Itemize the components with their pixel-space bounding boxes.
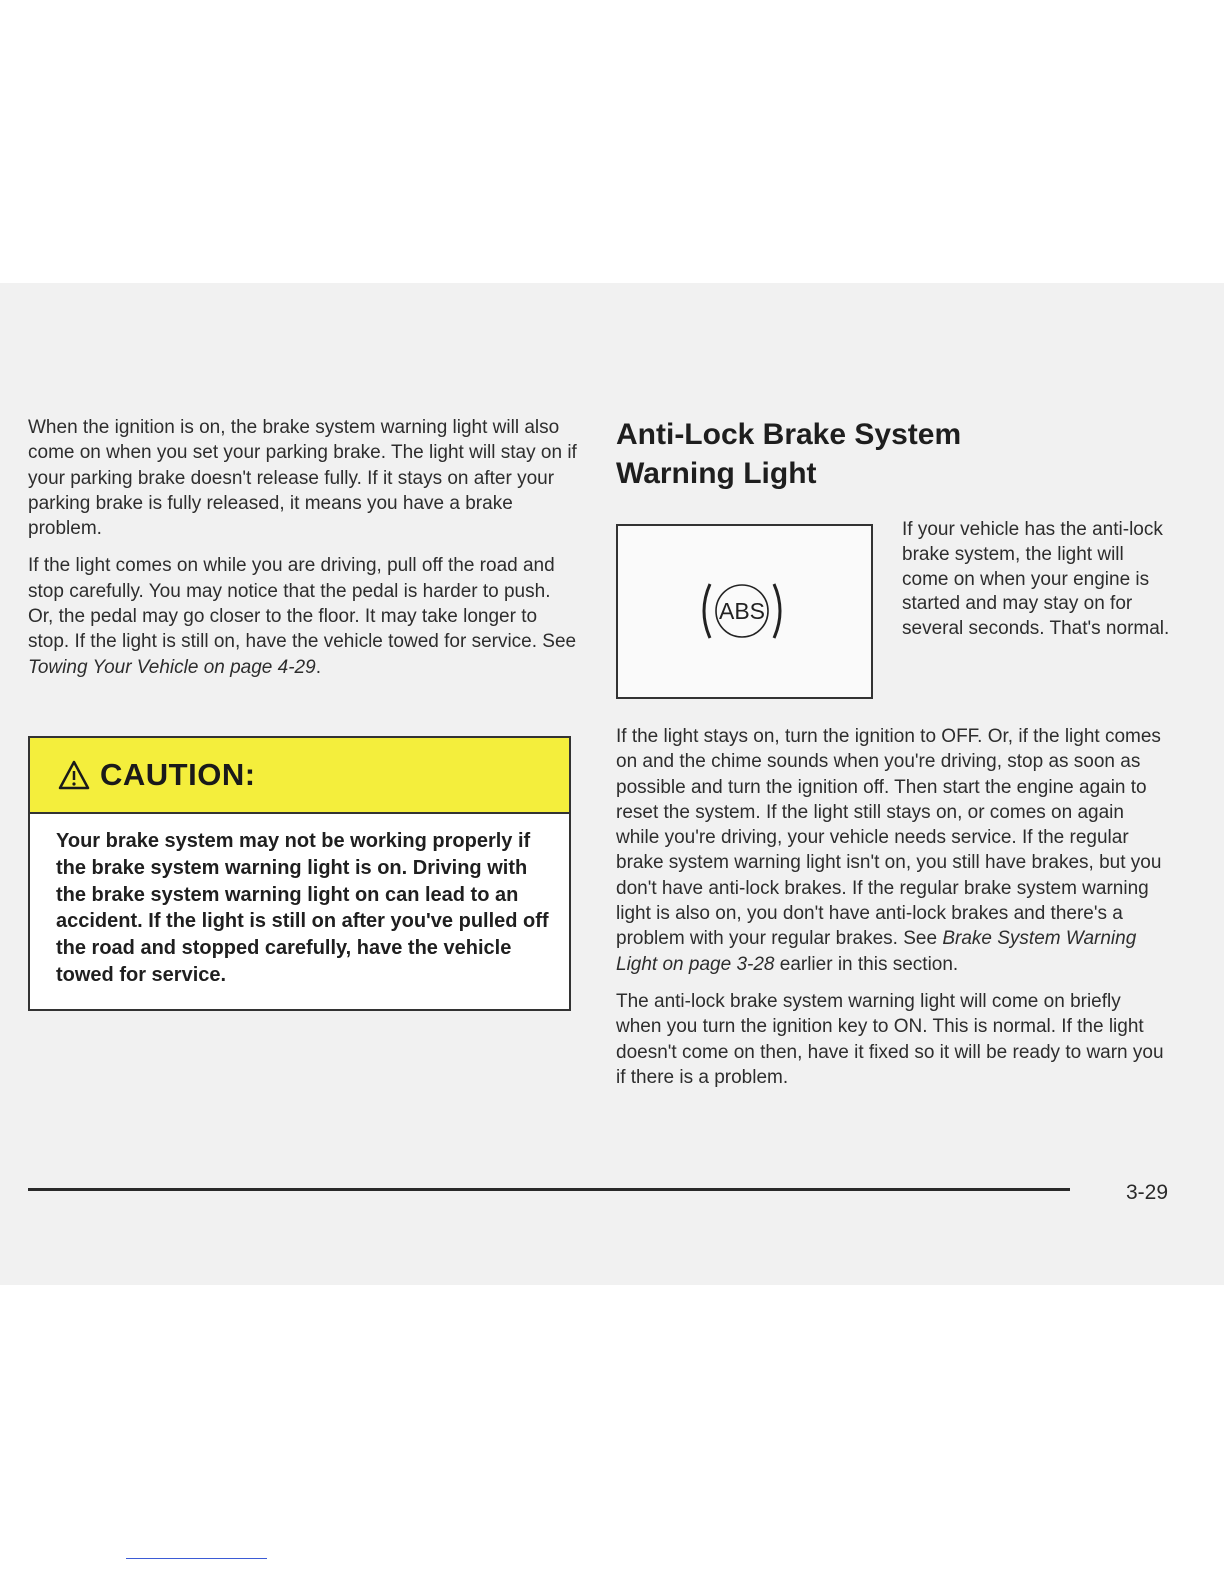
caution-box	[28, 736, 571, 1011]
caution-text: Your brake system may not be working properly if the brake system warning light is on. Driving with the brake system warning light on can lead to an accident. If the light is still on after you've pulled off the road and stopped carefully, have the vehicle towed for service.	[56, 830, 549, 986]
caution-label: CAUTION:	[100, 757, 256, 792]
warning-triangle-icon	[58, 760, 90, 790]
cross-reference-brake-light[interactable]: Brake System Warning Light on page 3-28	[616, 928, 1137, 975]
left-column	[28, 415, 580, 692]
bottom-link-underline	[126, 1558, 267, 1559]
paragraph-light-while-driving	[28, 553, 580, 679]
paragraph-light-stays-on	[616, 724, 1168, 977]
paragraph-text: If the light comes on while you are driving, pull off the road and stop carefully. You may notice that the pedal is harder to push. Or, the pedal may go closer to the floor. It may take longer to stop. If the light is still on, have the vehicle towed for service. See	[28, 555, 577, 653]
abs-caption	[902, 518, 1172, 642]
right-body	[616, 724, 1168, 1102]
heading-line-2: Warning Light	[616, 457, 817, 490]
caution-header	[30, 738, 569, 814]
footer-rule	[28, 1188, 1070, 1191]
page-number: 3-29	[1126, 1181, 1169, 1204]
paragraph-ignition-check: The anti-lock brake system warning light will come on briefly when you turn the ignition key to ON. This is normal. If the light doesn't come on then, have it fixed so it will be ready to warn you if there is a problem.	[616, 990, 1164, 1088]
right-column	[616, 415, 1176, 493]
abs-symbol-text: ABS	[718, 598, 766, 624]
paragraph-text: If the light stays on, turn the ignition to OFF. Or, if the light comes on and the chime sounds when you're driving, stop as soon as possible and turn the ignition off. Then start the engine again to reset the system. If the light still stays on, or comes on again while you're driving, your vehicle needs service. If the regular brake system warning light isn't on, you still have brakes, but you don't have anti-lock brakes. If the regular brake system warning light is also on, you don't have anti-lock brakes and there's a problem with your regular brakes. See	[616, 726, 1162, 950]
section-heading	[616, 415, 1176, 493]
abs-symbol-frame	[616, 524, 873, 699]
abs-warning-light-icon	[618, 526, 871, 697]
heading-line-1: Anti-Lock Brake System	[616, 418, 962, 451]
paragraph-parking-brake: When the ignition is on, the brake system warning light will also come on when you set your parking brake. The light will stay on if your parking brake doesn't release fully. If it stays on after your parking brake is fully released, it means you have a brake problem.	[28, 417, 577, 540]
cross-reference-towing[interactable]: Towing Your Vehicle on page 4-29	[28, 656, 316, 678]
abs-caption-text: If your vehicle has the anti-lock brake system, the light will come on when your engine is started and may stay on for several seconds. That's normal.	[902, 519, 1170, 640]
paragraph-end: .	[315, 656, 321, 678]
paragraph-end: earlier in this section.	[774, 953, 959, 975]
